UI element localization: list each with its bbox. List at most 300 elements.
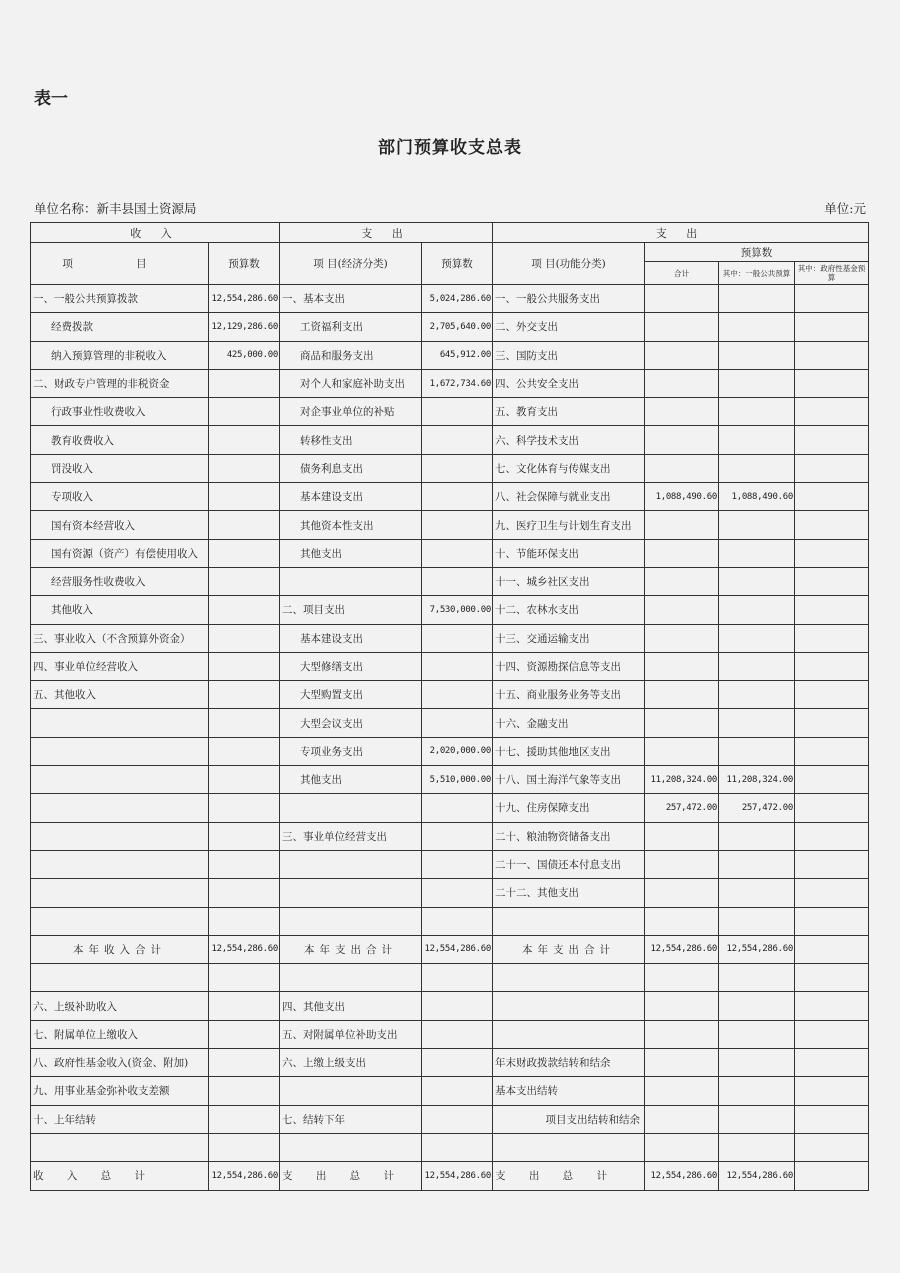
cell-c — [280, 794, 422, 822]
cell-e: 本年支出合计 — [493, 935, 645, 963]
cell-d — [422, 964, 493, 992]
cell-h — [795, 1020, 869, 1048]
cell-c — [280, 907, 422, 935]
cell-d: 1,672,734.60 — [422, 369, 493, 397]
cell-a: 经营服务性收费收入 — [31, 567, 209, 595]
cell-g — [719, 1077, 795, 1105]
cell-d — [422, 1133, 493, 1161]
cell-f — [645, 313, 719, 341]
cell-d — [422, 907, 493, 935]
cell-c: 工资福利支出 — [280, 313, 422, 341]
cell-f — [645, 737, 719, 765]
cell-c: 其他资本性支出 — [280, 511, 422, 539]
cell-e: 十五、商业服务业务等支出 — [493, 681, 645, 709]
cell-h — [795, 850, 869, 878]
table-row — [31, 822, 869, 850]
cell-g — [719, 907, 795, 935]
cell-c — [280, 567, 422, 595]
cell-g — [719, 737, 795, 765]
cell-c: 六、上缴上级支出 — [280, 1049, 422, 1077]
cell-d — [422, 1020, 493, 1048]
cell-b — [209, 567, 280, 595]
cell-c: 对个人和家庭补助支出 — [280, 369, 422, 397]
table-row — [31, 907, 869, 935]
cell-a — [31, 794, 209, 822]
table-row — [31, 1133, 869, 1161]
cell-a — [31, 850, 209, 878]
cell-c: 基本建设支出 — [280, 624, 422, 652]
cell-b — [209, 681, 280, 709]
cell-c: 七、结转下年 — [280, 1105, 422, 1133]
cell-d: 12,554,286.60 — [422, 935, 493, 963]
cell-a: 五、其他收入 — [31, 681, 209, 709]
cell-c: 本年支出合计 — [280, 935, 422, 963]
cell-a — [31, 907, 209, 935]
cell-g — [719, 850, 795, 878]
cell-g — [719, 709, 795, 737]
cell-b — [209, 511, 280, 539]
table-row — [31, 879, 869, 907]
cell-f — [645, 285, 719, 313]
cell-a: 四、事业单位经营收入 — [31, 652, 209, 680]
cell-g: 12,554,286.60 — [719, 1162, 795, 1190]
table-row — [31, 766, 869, 794]
cell-e: 四、公共安全支出 — [493, 369, 645, 397]
cell-b: 12,129,286.60 — [209, 313, 280, 341]
currency-unit: 单位:元 — [824, 201, 866, 216]
cell-a: 专项收入 — [31, 483, 209, 511]
cell-b — [209, 539, 280, 567]
cell-g — [719, 369, 795, 397]
table-row — [31, 794, 869, 822]
unit-name: 单位名称：新丰县国土资源局 — [34, 201, 197, 216]
header-income: 收 入 — [31, 223, 280, 243]
cell-f — [645, 1020, 719, 1048]
cell-g — [719, 454, 795, 482]
cell-e: 二十、粮油物资储备支出 — [493, 822, 645, 850]
cell-h — [795, 794, 869, 822]
cell-b — [209, 879, 280, 907]
cell-a: 三、事业收入（不含预算外资金） — [31, 624, 209, 652]
cell-d — [422, 709, 493, 737]
cell-a: 八、政府性基金收入(资金、附加) — [31, 1049, 209, 1077]
cell-d — [422, 879, 493, 907]
page-title: 部门预算收支总表 — [378, 138, 522, 158]
cell-e — [493, 964, 645, 992]
cell-b — [209, 1077, 280, 1105]
cell-b — [209, 737, 280, 765]
cell-f — [645, 567, 719, 595]
cell-e: 二、外交支出 — [493, 313, 645, 341]
cell-d: 12,554,286.60 — [422, 1162, 493, 1190]
cell-f — [645, 596, 719, 624]
cell-g — [719, 1020, 795, 1048]
cell-c: 其他支出 — [280, 539, 422, 567]
cell-f — [645, 1105, 719, 1133]
cell-d — [422, 1077, 493, 1105]
cell-a — [31, 737, 209, 765]
cell-c: 对企事业单位的补贴 — [280, 398, 422, 426]
cell-g — [719, 1105, 795, 1133]
cell-g — [719, 426, 795, 454]
cell-a: 国有资源（资产）有偿使用收入 — [31, 539, 209, 567]
cell-e — [493, 907, 645, 935]
cell-f — [645, 341, 719, 369]
cell-h — [795, 766, 869, 794]
cell-h — [795, 567, 869, 595]
cell-c: 五、对附属单位补助支出 — [280, 1020, 422, 1048]
cell-c — [280, 1133, 422, 1161]
cell-h — [795, 369, 869, 397]
cell-h — [795, 398, 869, 426]
cell-e: 五、教育支出 — [493, 398, 645, 426]
cell-c: 债务利息支出 — [280, 454, 422, 482]
cell-f — [645, 822, 719, 850]
table-body — [31, 223, 869, 1191]
cell-c: 专项业务支出 — [280, 737, 422, 765]
cell-h — [795, 964, 869, 992]
cell-h — [795, 822, 869, 850]
cell-g — [719, 511, 795, 539]
table-row — [31, 992, 869, 1020]
cell-g — [719, 1133, 795, 1161]
totals-row — [31, 935, 869, 963]
header-item-func: 项 目(功能分类) — [493, 243, 645, 285]
header-item: 项 目 — [31, 243, 209, 285]
cell-f — [645, 992, 719, 1020]
cell-b: 12,554,286.60 — [209, 935, 280, 963]
cell-a: 六、上级补助收入 — [31, 992, 209, 1020]
cell-h — [795, 511, 869, 539]
cell-a: 二、财政专户管理的非税资金 — [31, 369, 209, 397]
cell-h — [795, 483, 869, 511]
cell-d: 5,024,286.60 — [422, 285, 493, 313]
header-row-2 — [31, 243, 869, 262]
cell-f: 12,554,286.60 — [645, 1162, 719, 1190]
cell-g — [719, 681, 795, 709]
cell-h — [795, 935, 869, 963]
cell-e: 十一、城乡社区支出 — [493, 567, 645, 595]
cell-f: 257,472.00 — [645, 794, 719, 822]
cell-e: 支 出 总 计 — [493, 1162, 645, 1190]
cell-h — [795, 1133, 869, 1161]
cell-a: 七、附属单位上缴收入 — [31, 1020, 209, 1048]
cell-a: 罚没收入 — [31, 454, 209, 482]
cell-a: 九、用事业基金弥补收支差额 — [31, 1077, 209, 1105]
header-expense-func: 支 出 — [493, 223, 869, 243]
cell-d — [422, 794, 493, 822]
cell-a: 行政事业性收费收入 — [31, 398, 209, 426]
cell-d — [422, 822, 493, 850]
cell-f — [645, 1049, 719, 1077]
header-budget-2: 预算数 — [422, 243, 493, 285]
table-row — [31, 681, 869, 709]
cell-a — [31, 766, 209, 794]
cell-c: 其他支出 — [280, 766, 422, 794]
cell-a: 十、上年结转 — [31, 1105, 209, 1133]
cell-e: 十四、资源勘探信息等支出 — [493, 652, 645, 680]
table-row — [31, 652, 869, 680]
cell-c: 转移性支出 — [280, 426, 422, 454]
table-row — [31, 567, 869, 595]
cell-e: 八、社会保障与就业支出 — [493, 483, 645, 511]
cell-d — [422, 426, 493, 454]
cell-e: 十九、住房保障支出 — [493, 794, 645, 822]
header-item-econ: 项 目(经济分类) — [280, 243, 422, 285]
cell-b — [209, 652, 280, 680]
cell-h — [795, 313, 869, 341]
header-budget-group: 预算数 — [645, 243, 869, 262]
cell-c: 大型修缮支出 — [280, 652, 422, 680]
cell-h — [795, 285, 869, 313]
cell-f: 11,208,324.00 — [645, 766, 719, 794]
cell-f: 1,088,490.60 — [645, 483, 719, 511]
cell-f — [645, 879, 719, 907]
cell-e: 项目支出结转和结余 — [493, 1105, 645, 1133]
cell-a: 收 入 总 计 — [31, 1162, 209, 1190]
cell-b — [209, 1020, 280, 1048]
cell-a: 经费拨款 — [31, 313, 209, 341]
table-row — [31, 964, 869, 992]
cell-f — [645, 398, 719, 426]
cell-g: 257,472.00 — [719, 794, 795, 822]
cell-e: 二十一、国债还本付息支出 — [493, 850, 645, 878]
cell-f — [645, 652, 719, 680]
table-row — [31, 709, 869, 737]
cell-d — [422, 624, 493, 652]
grand-total-row — [31, 1162, 869, 1190]
cell-h — [795, 709, 869, 737]
table-row — [31, 341, 869, 369]
cell-f — [645, 964, 719, 992]
header-budget: 预算数 — [209, 243, 280, 285]
table-row — [31, 511, 869, 539]
cell-h — [795, 454, 869, 482]
cell-h — [795, 652, 869, 680]
cell-h — [795, 341, 869, 369]
cell-b — [209, 596, 280, 624]
cell-g — [719, 879, 795, 907]
cell-h — [795, 1162, 869, 1190]
cell-c — [280, 850, 422, 878]
cell-f — [645, 511, 719, 539]
cell-b — [209, 454, 280, 482]
cell-b — [209, 822, 280, 850]
cell-g — [719, 398, 795, 426]
cell-e: 年末财政拨款结转和结余 — [493, 1049, 645, 1077]
cell-b: 425,000.00 — [209, 341, 280, 369]
cell-e: 六、科学技术支出 — [493, 426, 645, 454]
cell-a — [31, 822, 209, 850]
cell-d: 2,020,000.00 — [422, 737, 493, 765]
table-row — [31, 313, 869, 341]
cell-g — [719, 822, 795, 850]
cell-f — [645, 907, 719, 935]
cell-b — [209, 992, 280, 1020]
cell-d — [422, 567, 493, 595]
cell-f — [645, 539, 719, 567]
cell-a — [31, 709, 209, 737]
cell-g — [719, 964, 795, 992]
cell-b — [209, 369, 280, 397]
cell-b: 12,554,286.60 — [209, 1162, 280, 1190]
cell-f: 12,554,286.60 — [645, 935, 719, 963]
cell-b — [209, 794, 280, 822]
budget-table — [30, 222, 869, 1191]
cell-d — [422, 652, 493, 680]
cell-d — [422, 850, 493, 878]
cell-g: 11,208,324.00 — [719, 766, 795, 794]
cell-c: 四、其他支出 — [280, 992, 422, 1020]
header-total: 合计 — [645, 262, 719, 285]
cell-h — [795, 1077, 869, 1105]
cell-h — [795, 596, 869, 624]
cell-f — [645, 709, 719, 737]
cell-h — [795, 539, 869, 567]
cell-d — [422, 681, 493, 709]
cell-h — [795, 1105, 869, 1133]
cell-d — [422, 1049, 493, 1077]
cell-e — [493, 1133, 645, 1161]
cell-b — [209, 907, 280, 935]
cell-b — [209, 483, 280, 511]
cell-d: 5,510,000.00 — [422, 766, 493, 794]
cell-b — [209, 426, 280, 454]
cell-c — [280, 1077, 422, 1105]
cell-d — [422, 539, 493, 567]
table-row — [31, 1077, 869, 1105]
cell-c: 商品和服务支出 — [280, 341, 422, 369]
table-label: 表一 — [34, 89, 68, 109]
cell-g: 1,088,490.60 — [719, 483, 795, 511]
cell-h — [795, 624, 869, 652]
cell-c — [280, 879, 422, 907]
cell-f — [645, 1133, 719, 1161]
cell-d — [422, 511, 493, 539]
header-expense-econ: 支 出 — [280, 223, 493, 243]
table-row — [31, 1020, 869, 1048]
cell-d: 2,705,640.00 — [422, 313, 493, 341]
cell-c: 三、事业单位经营支出 — [280, 822, 422, 850]
cell-a: 国有资本经营收入 — [31, 511, 209, 539]
cell-e: 十、节能环保支出 — [493, 539, 645, 567]
cell-e: 七、文化体育与传媒支出 — [493, 454, 645, 482]
cell-b — [209, 1133, 280, 1161]
table-row — [31, 596, 869, 624]
cell-g — [719, 313, 795, 341]
cell-d — [422, 454, 493, 482]
cell-a: 其他收入 — [31, 596, 209, 624]
cell-g — [719, 567, 795, 595]
cell-c: 基本建设支出 — [280, 483, 422, 511]
cell-d — [422, 992, 493, 1020]
header-row-1 — [31, 223, 869, 243]
cell-b — [209, 624, 280, 652]
cell-g — [719, 285, 795, 313]
table-row — [31, 1105, 869, 1133]
cell-d — [422, 483, 493, 511]
cell-e: 二十二、其他支出 — [493, 879, 645, 907]
cell-d — [422, 1105, 493, 1133]
cell-a: 教育收费收入 — [31, 426, 209, 454]
cell-g — [719, 596, 795, 624]
cell-c — [280, 964, 422, 992]
cell-h — [795, 907, 869, 935]
cell-a: 本年收入合计 — [31, 935, 209, 963]
cell-e: 十八、国土海洋气象等支出 — [493, 766, 645, 794]
cell-b — [209, 1105, 280, 1133]
cell-e — [493, 992, 645, 1020]
table-row — [31, 426, 869, 454]
cell-b — [209, 398, 280, 426]
cell-a — [31, 964, 209, 992]
cell-g: 12,554,286.60 — [719, 935, 795, 963]
cell-d — [422, 398, 493, 426]
cell-e: 三、国防支出 — [493, 341, 645, 369]
cell-h — [795, 737, 869, 765]
cell-b: 12,554,286.60 — [209, 285, 280, 313]
cell-a — [31, 879, 209, 907]
table-row — [31, 369, 869, 397]
cell-a — [31, 1133, 209, 1161]
cell-e: 十七、援助其他地区支出 — [493, 737, 645, 765]
table-row — [31, 1049, 869, 1077]
cell-h — [795, 1049, 869, 1077]
cell-e: 十三、交通运输支出 — [493, 624, 645, 652]
cell-h — [795, 992, 869, 1020]
table-row — [31, 850, 869, 878]
cell-h — [795, 681, 869, 709]
cell-d: 7,530,000.00 — [422, 596, 493, 624]
cell-f — [645, 681, 719, 709]
cell-f — [645, 624, 719, 652]
cell-g — [719, 652, 795, 680]
cell-g — [719, 539, 795, 567]
cell-c: 大型会议支出 — [280, 709, 422, 737]
cell-e: 九、医疗卫生与计划生育支出 — [493, 511, 645, 539]
table-row — [31, 539, 869, 567]
cell-a: 一、一般公共预算拨款 — [31, 285, 209, 313]
cell-c: 一、基本支出 — [280, 285, 422, 313]
cell-c: 二、项目支出 — [280, 596, 422, 624]
cell-e: 十二、农林水支出 — [493, 596, 645, 624]
cell-b — [209, 850, 280, 878]
table-row — [31, 398, 869, 426]
cell-d: 645,912.00 — [422, 341, 493, 369]
cell-h — [795, 879, 869, 907]
cell-g — [719, 341, 795, 369]
table-row — [31, 285, 869, 313]
cell-f — [645, 1077, 719, 1105]
cell-f — [645, 369, 719, 397]
table-row — [31, 624, 869, 652]
cell-e: 一、一般公共服务支出 — [493, 285, 645, 313]
cell-b — [209, 766, 280, 794]
header-fund: 其中：政府性基金预算 — [795, 262, 869, 285]
cell-g — [719, 992, 795, 1020]
table-row — [31, 737, 869, 765]
cell-c: 大型购置支出 — [280, 681, 422, 709]
cell-b — [209, 709, 280, 737]
cell-e: 基本支出结转 — [493, 1077, 645, 1105]
cell-g — [719, 1049, 795, 1077]
cell-f — [645, 850, 719, 878]
cell-b — [209, 964, 280, 992]
header-general: 其中：一般公共预算 — [719, 262, 795, 285]
cell-c: 支 出 总 计 — [280, 1162, 422, 1190]
table-row — [31, 454, 869, 482]
cell-a: 纳入预算管理的非税收入 — [31, 341, 209, 369]
